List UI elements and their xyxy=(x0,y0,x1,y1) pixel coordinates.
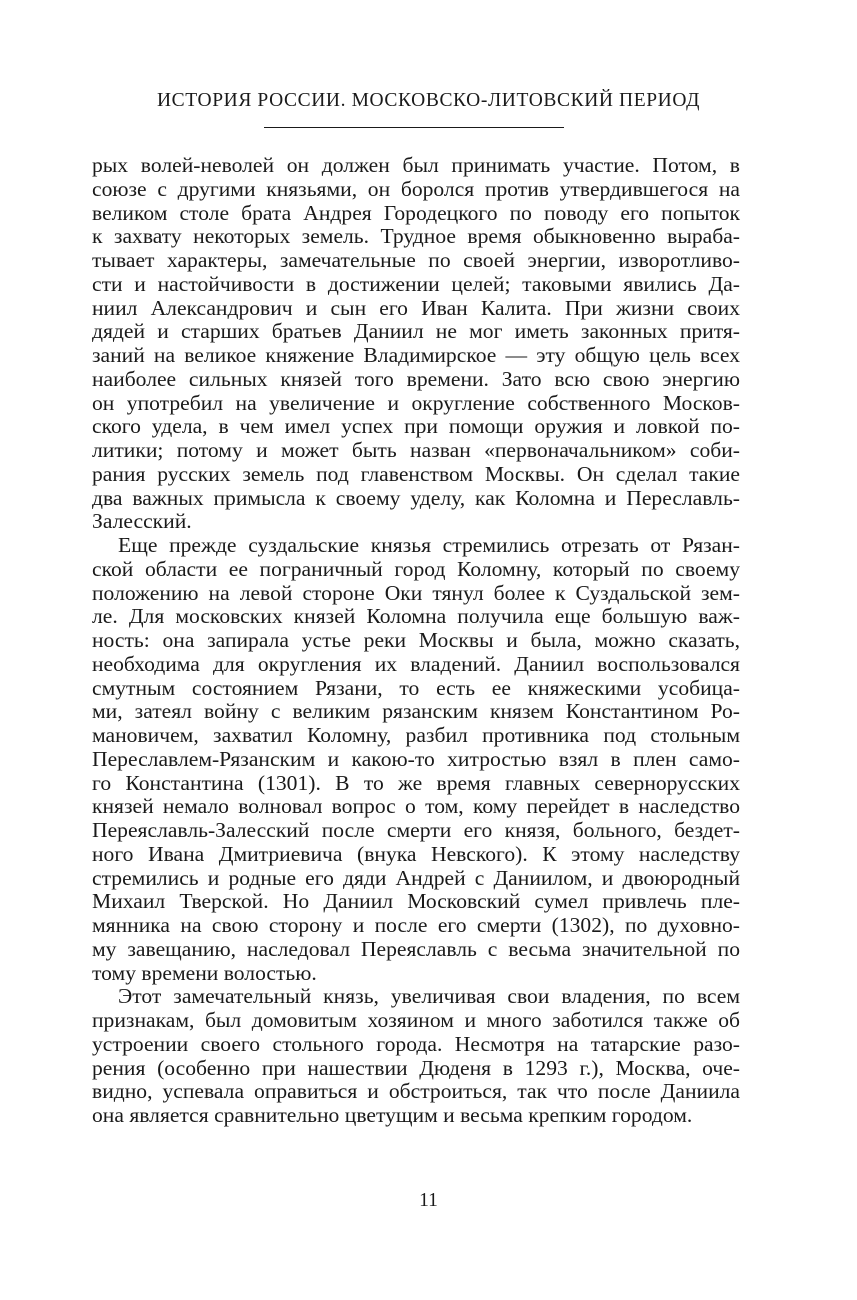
page-number: 11 xyxy=(419,1190,438,1211)
running-header: ИСТОРИЯ РОССИИ. МОСКОВСКО-ЛИТОВСКИЙ ПЕРИОД xyxy=(157,90,700,111)
text-line: го Константина (1301). В то же время главных севернорусских xyxy=(92,770,740,795)
text-line: наиболее сильных князей того времени. Зато всю свою энергию xyxy=(92,366,740,391)
text-line: великом столе брата Андрея Городецкого по поводу его попыток xyxy=(92,200,740,225)
paragraph xyxy=(92,985,740,1128)
text-line: сти и настойчивости в достижении целей; таковыми явились Да- xyxy=(92,271,740,296)
text-line: устроении своего стольного города. Несмотря на татарские разо- xyxy=(92,1031,740,1056)
text-line: Залесский. xyxy=(92,509,192,534)
text-line: видно, успевала оправиться и обстроиться, так что после Даниила xyxy=(92,1079,740,1104)
text-line: ле. Для московских князей Коломна получила еще большую важ- xyxy=(92,604,740,629)
text-line: он употребил на увеличение и округление собственного Москов- xyxy=(92,390,740,415)
text-line: Переславлем-Рязанским и какою-то хитростью взял в плен само- xyxy=(92,746,740,771)
text-line: дядей и старших братьев Даниил не мог иметь законных притя- xyxy=(92,319,740,344)
paragraph xyxy=(92,154,740,534)
text-line: литики; потому и может быть назван «первоначальником» соби- xyxy=(92,438,740,462)
text-line: Этот замечательный князь, увеличивая свои владения, по всем xyxy=(118,984,740,1009)
header-rule xyxy=(264,127,564,128)
text-line: рания русских земель под главенством Москвы. Он сделал такие xyxy=(92,461,740,486)
text-line: ской области ее пограничный город Коломну, который по своему xyxy=(92,556,740,581)
paragraph xyxy=(92,534,740,985)
text-line: князей немало волновал вопрос о том, кому перейдет в наследство xyxy=(92,794,740,819)
text-line: заний на великое княжение Владимирское — эту общую цель всех xyxy=(92,343,740,367)
text-line: необходима для округления их владений. Даниил воспользовался xyxy=(92,651,740,676)
text-line: два важных примысла к своему уделу, как Коломна и Переславль- xyxy=(92,485,740,510)
text-line: ского удела, в чем имел успех при помощи оружия и ловкой по- xyxy=(92,414,740,439)
text-line: она является сравнительно цветущим и весьма крепким городом. xyxy=(92,1103,693,1127)
text-line: тому времени волостью. xyxy=(92,960,317,985)
body-text xyxy=(92,154,740,1128)
text-line: тывает характеры, замечательные по своей энергии, изворотливо- xyxy=(92,248,740,272)
text-line: ниил Александрович и сын его Иван Калита. При жизни своих xyxy=(92,295,740,320)
text-line: ного Ивана Дмитриевича (внука Невского). К этому наследству xyxy=(92,841,740,866)
text-line: союзе с другими князьями, он боролся против утвердившегося на xyxy=(92,176,740,201)
text-line: мянника на свою сторону и после его смерти (1302), по духовно- xyxy=(92,913,740,937)
text-line: признакам, был домовитым хозяином и много заботился также об xyxy=(92,1008,740,1032)
text-line: смутным состоянием Рязани, то есть ее княжескими усобица- xyxy=(92,675,740,700)
text-line: му завещанию, наследовал Переяславль с весьма значительной по xyxy=(92,936,740,961)
text-line: к захвату некоторых земель. Трудное время обыкновенно выраба- xyxy=(92,224,740,249)
text-line: стремились и родные его дяди Андрей с Даниилом, и двоюродный xyxy=(92,865,740,890)
text-line: Михаил Тверской. Но Даниил Московский сумел привлечь пле- xyxy=(92,889,740,914)
text-line: Переяславль-Залесский после смерти его князя, больного, бездет- xyxy=(92,818,740,842)
text-line: ми, затеял войну с великим рязанским князем Константином Ро- xyxy=(92,699,740,724)
text-line: рых волей-неволей он должен был принимать участие. Потом, в xyxy=(92,153,740,177)
text-line: положению на левой стороне Оки тянул более к Суздальской зем- xyxy=(92,580,740,605)
text-line: ность: она запирала устье реки Москвы и была, можно сказать, xyxy=(92,628,740,652)
text-line: мановичем, захватил Коломну, разбил противника под стольным xyxy=(92,723,740,747)
text-line: Еще прежде суздальские князья стремились отрезать от Рязан- xyxy=(118,533,740,557)
text-line: рения (особенно при нашествии Дюденя в 1293 г.), Москва, оче- xyxy=(92,1055,740,1080)
